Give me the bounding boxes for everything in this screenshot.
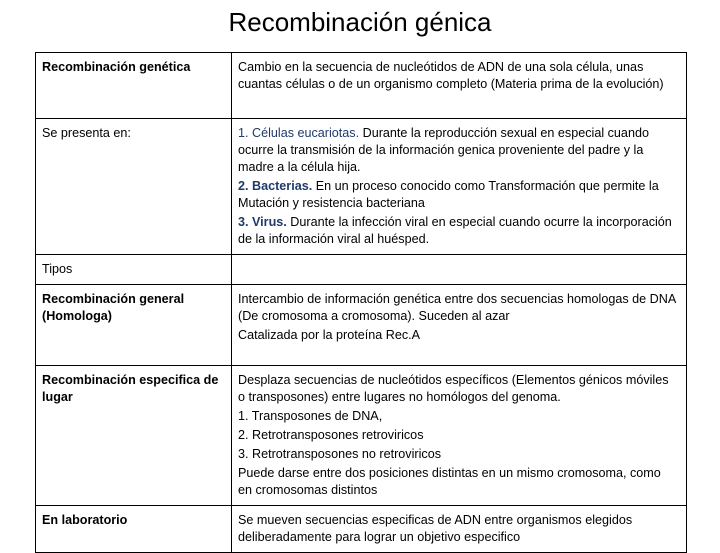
- row-label-recombinacion-especifica: Recombinación especifica de lugar: [36, 366, 232, 506]
- row-label-recombinacion-genetica: Recombinación genética: [36, 53, 232, 119]
- item-eucariotas: [238, 125, 678, 176]
- row-label-en-laboratorio: En laboratorio: [36, 506, 232, 553]
- row-content-tipos: [232, 255, 687, 285]
- item-virus-prefix: 3. Virus.: [238, 215, 287, 229]
- row-label-tipos: Tipos: [36, 255, 232, 285]
- row-content-recombinacion-genetica: Cambio en la secuencia de nucleótidos de ADN de una sola célula, unas cuantas células o de un organismo completo (Materia prima de la evolución): [232, 53, 687, 119]
- row-label-recombinacion-general: Recombinación general (Homologa): [36, 285, 232, 366]
- row-content-recombinacion-especifica: [232, 366, 687, 506]
- page-title: Recombinación génica: [228, 7, 492, 37]
- row-content-en-laboratorio: Se mueven secuencias especificas de ADN entre organismos elegidos deliberadamente para lograr un objetivo especifico: [232, 506, 687, 553]
- item-virus: [238, 214, 678, 248]
- table-row: [36, 506, 687, 553]
- row-content-se-presenta: [232, 119, 687, 255]
- row-label-se-presenta: Se presenta en:: [36, 119, 232, 255]
- table-row: [36, 119, 687, 255]
- item-bacterias-prefix: 2. Bacterias.: [238, 179, 313, 193]
- table-row: [36, 285, 687, 366]
- table-row: [36, 53, 687, 119]
- item-eucariotas-text: Durante la reproducción sexual en especial cuando ocurre la transmisión de la información genica proveniente del padre y la madre a la célula hija.: [238, 126, 649, 174]
- especifica-line-2: 1. Transposones de DNA,: [238, 409, 383, 423]
- table-row: [36, 255, 687, 285]
- table-row: [36, 366, 687, 506]
- item-virus-text: Durante la infección viral en especial cuando ocurre la incorporación de la información viral al huésped.: [238, 215, 672, 246]
- item-eucariotas-prefix: 1. Células eucariotas.: [238, 126, 360, 140]
- row-content-recombinacion-general: [232, 285, 687, 366]
- recombination-table: [35, 52, 687, 553]
- item-bacterias-text: En un proceso conocido como Transformación que permite la Mutación y resistencia bacteriana: [238, 179, 659, 210]
- general-line-2: Catalizada por la proteína Rec.A: [238, 328, 421, 342]
- general-line-1: Intercambio de información genética entre dos secuencias homologas de DNA (De cromosoma a cromosoma). Suceden al azar: [238, 292, 676, 323]
- especifica-line-5: Puede darse entre dos posiciones distintas en un mismo cromosoma, como en cromosomas distintos: [238, 466, 661, 497]
- especifica-line-3: 2. Retrotransposones retroviricos: [238, 428, 424, 442]
- especifica-line-4: 3. Retrotransposones no retroviricos: [238, 447, 441, 461]
- especifica-line-1: Desplaza secuencias de nucleótidos específicos (Elementos génicos móviles o transposones) entre lugares no homólogos del genoma.: [238, 373, 669, 404]
- item-bacterias: [238, 178, 678, 212]
